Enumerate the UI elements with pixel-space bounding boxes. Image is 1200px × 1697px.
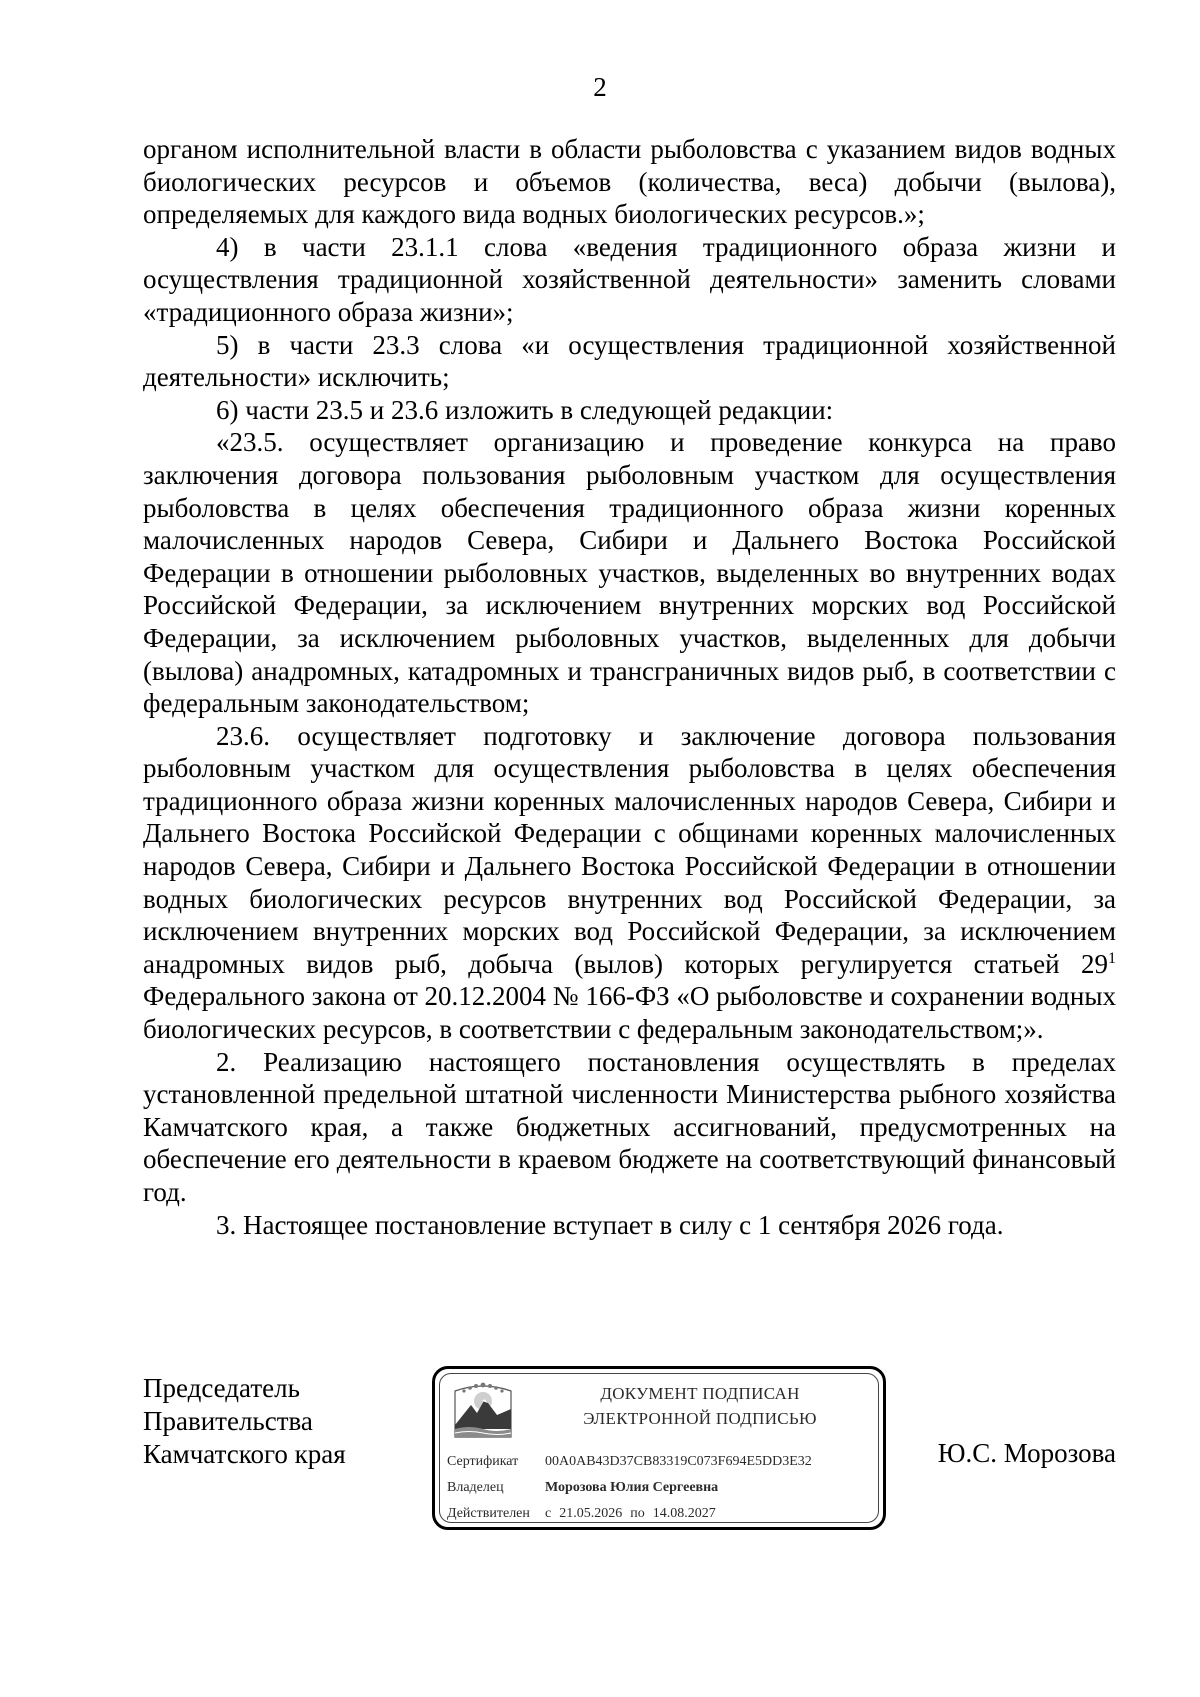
paragraph-item-5: 5) в части 23.3 слова «и осуществления традиционной хозяйственной деятельности» исключить; <box>143 329 1116 393</box>
paragraph-23-5: «23.5. осуществляет организацию и проведение конкурса на право заключения договора пользования рыболовным участком для осуществления рыболовства в целях обеспечения традиционного образа жизни коренных малочисленных народов Севера, Сибири и Дальнего Востока Российской Федерации в отношении рыболовных участков, выделенных во внутренних водах Российской Федерации, за исключением внутренних морских вод Российской Федерации, за исключением рыболовных участков, выделенных для добычи (вылова) анадромных, катадромных и трансграничных видов рыб, в соответствии с федеральным законодательством; <box>143 427 1116 719</box>
signer-title-line: Камчатского края <box>143 1439 346 1469</box>
paragraph-item-4: 4) в части 23.1.1 слова «ведения традиционного образа жизни и осуществления традиционной хозяйственной деятельности» заменить словами «традиционного образа жизни»; <box>143 231 1116 327</box>
signer-title <box>143 1372 443 1471</box>
kamchatka-emblem-icon <box>449 1379 517 1447</box>
paragraph-23-6 <box>143 720 1116 1046</box>
certificate-label: Сертификат <box>447 1454 519 1469</box>
paragraph-item-6: 6) части 23.5 и 23.6 изложить в следующей редакции: <box>216 394 834 425</box>
valid-to: 14.08.2027 <box>652 1506 716 1521</box>
signer-title-line: Правительства <box>143 1406 313 1436</box>
valid-label: Действителен <box>447 1506 530 1521</box>
stamp-title-line: ЭЛЕКТРОННОЙ ПОДПИСЬЮ <box>583 1409 817 1428</box>
paragraph: органом исполнительной власти в области рыболовства с указанием видов водных биологических ресурсов и объемов (количества, веса) добычи (вылова), определяемых для каждого вида водных биологических ресурсов.»; <box>143 134 1116 230</box>
stamp-title <box>525 1381 875 1431</box>
superscript: 1 <box>1108 949 1116 967</box>
valid-from-prefix: с <box>545 1506 552 1521</box>
stamp-valid-row <box>447 1506 716 1522</box>
signer-name: Ю.С. Морозова <box>937 1438 1116 1468</box>
paragraph-23-6-text-b: Федерального закона от 20.12.2004 № 166-ФЗ «О рыболовстве и сохранении водных биологических ресурсов, в соответствии с федеральным законодательством;». <box>143 981 1117 1045</box>
signer-title-line: Председатель <box>143 1373 300 1403</box>
document-body <box>143 133 1116 1241</box>
stamp-certificate-row <box>447 1454 812 1470</box>
valid-from: 21.05.2026 <box>559 1506 623 1521</box>
paragraph-point-2: 2. Реализацию настоящего постановления осуществлять в пределах установленной предельной штатной численности Министерства рыбного хозяйства Камчатского края, а также бюджетных ассигнований, предусмотренных на обеспечение его деятельности в краевом бюджете на соответствующий финансовый год. <box>143 1046 1116 1207</box>
electronic-signature-stamp <box>432 1366 886 1530</box>
certificate-value: 00A0AB43D37CB83319C073F694E5DD3E32 <box>545 1454 812 1469</box>
paragraph-23-6-text-a: 23.6. осуществляет подготовку и заключение договора пользования рыболовным участком для осуществления рыболовства в целях обеспечения традиционного образа жизни коренных малочисленных народов Севера, Сибири и Дальнего Востока Российской Федерации с общинами коренных малочисленных народов Севера, Сибири и Дальнего Востока Российской Федерации в отношении водных биологических ресурсов внутренних вод Российской Федерации, за исключением внутренних морских вод Российской Федерации, за исключением анадромных видов рыб, добыча (вылов) которых регулируется статьей 29 <box>143 720 1116 979</box>
owner-value: Морозова Юлия Сергеевна <box>545 1480 719 1495</box>
valid-to-prefix: по <box>630 1506 645 1521</box>
paragraph-point-3: 3. Настоящее постановление вступает в силу с 1 сентября 2026 года. <box>216 1209 1004 1240</box>
owner-label: Владелец <box>447 1480 504 1495</box>
page-number: 2 <box>593 72 607 102</box>
stamp-title-line: ДОКУМЕНТ ПОДПИСАН <box>600 1384 800 1403</box>
stamp-owner-row <box>447 1480 718 1496</box>
